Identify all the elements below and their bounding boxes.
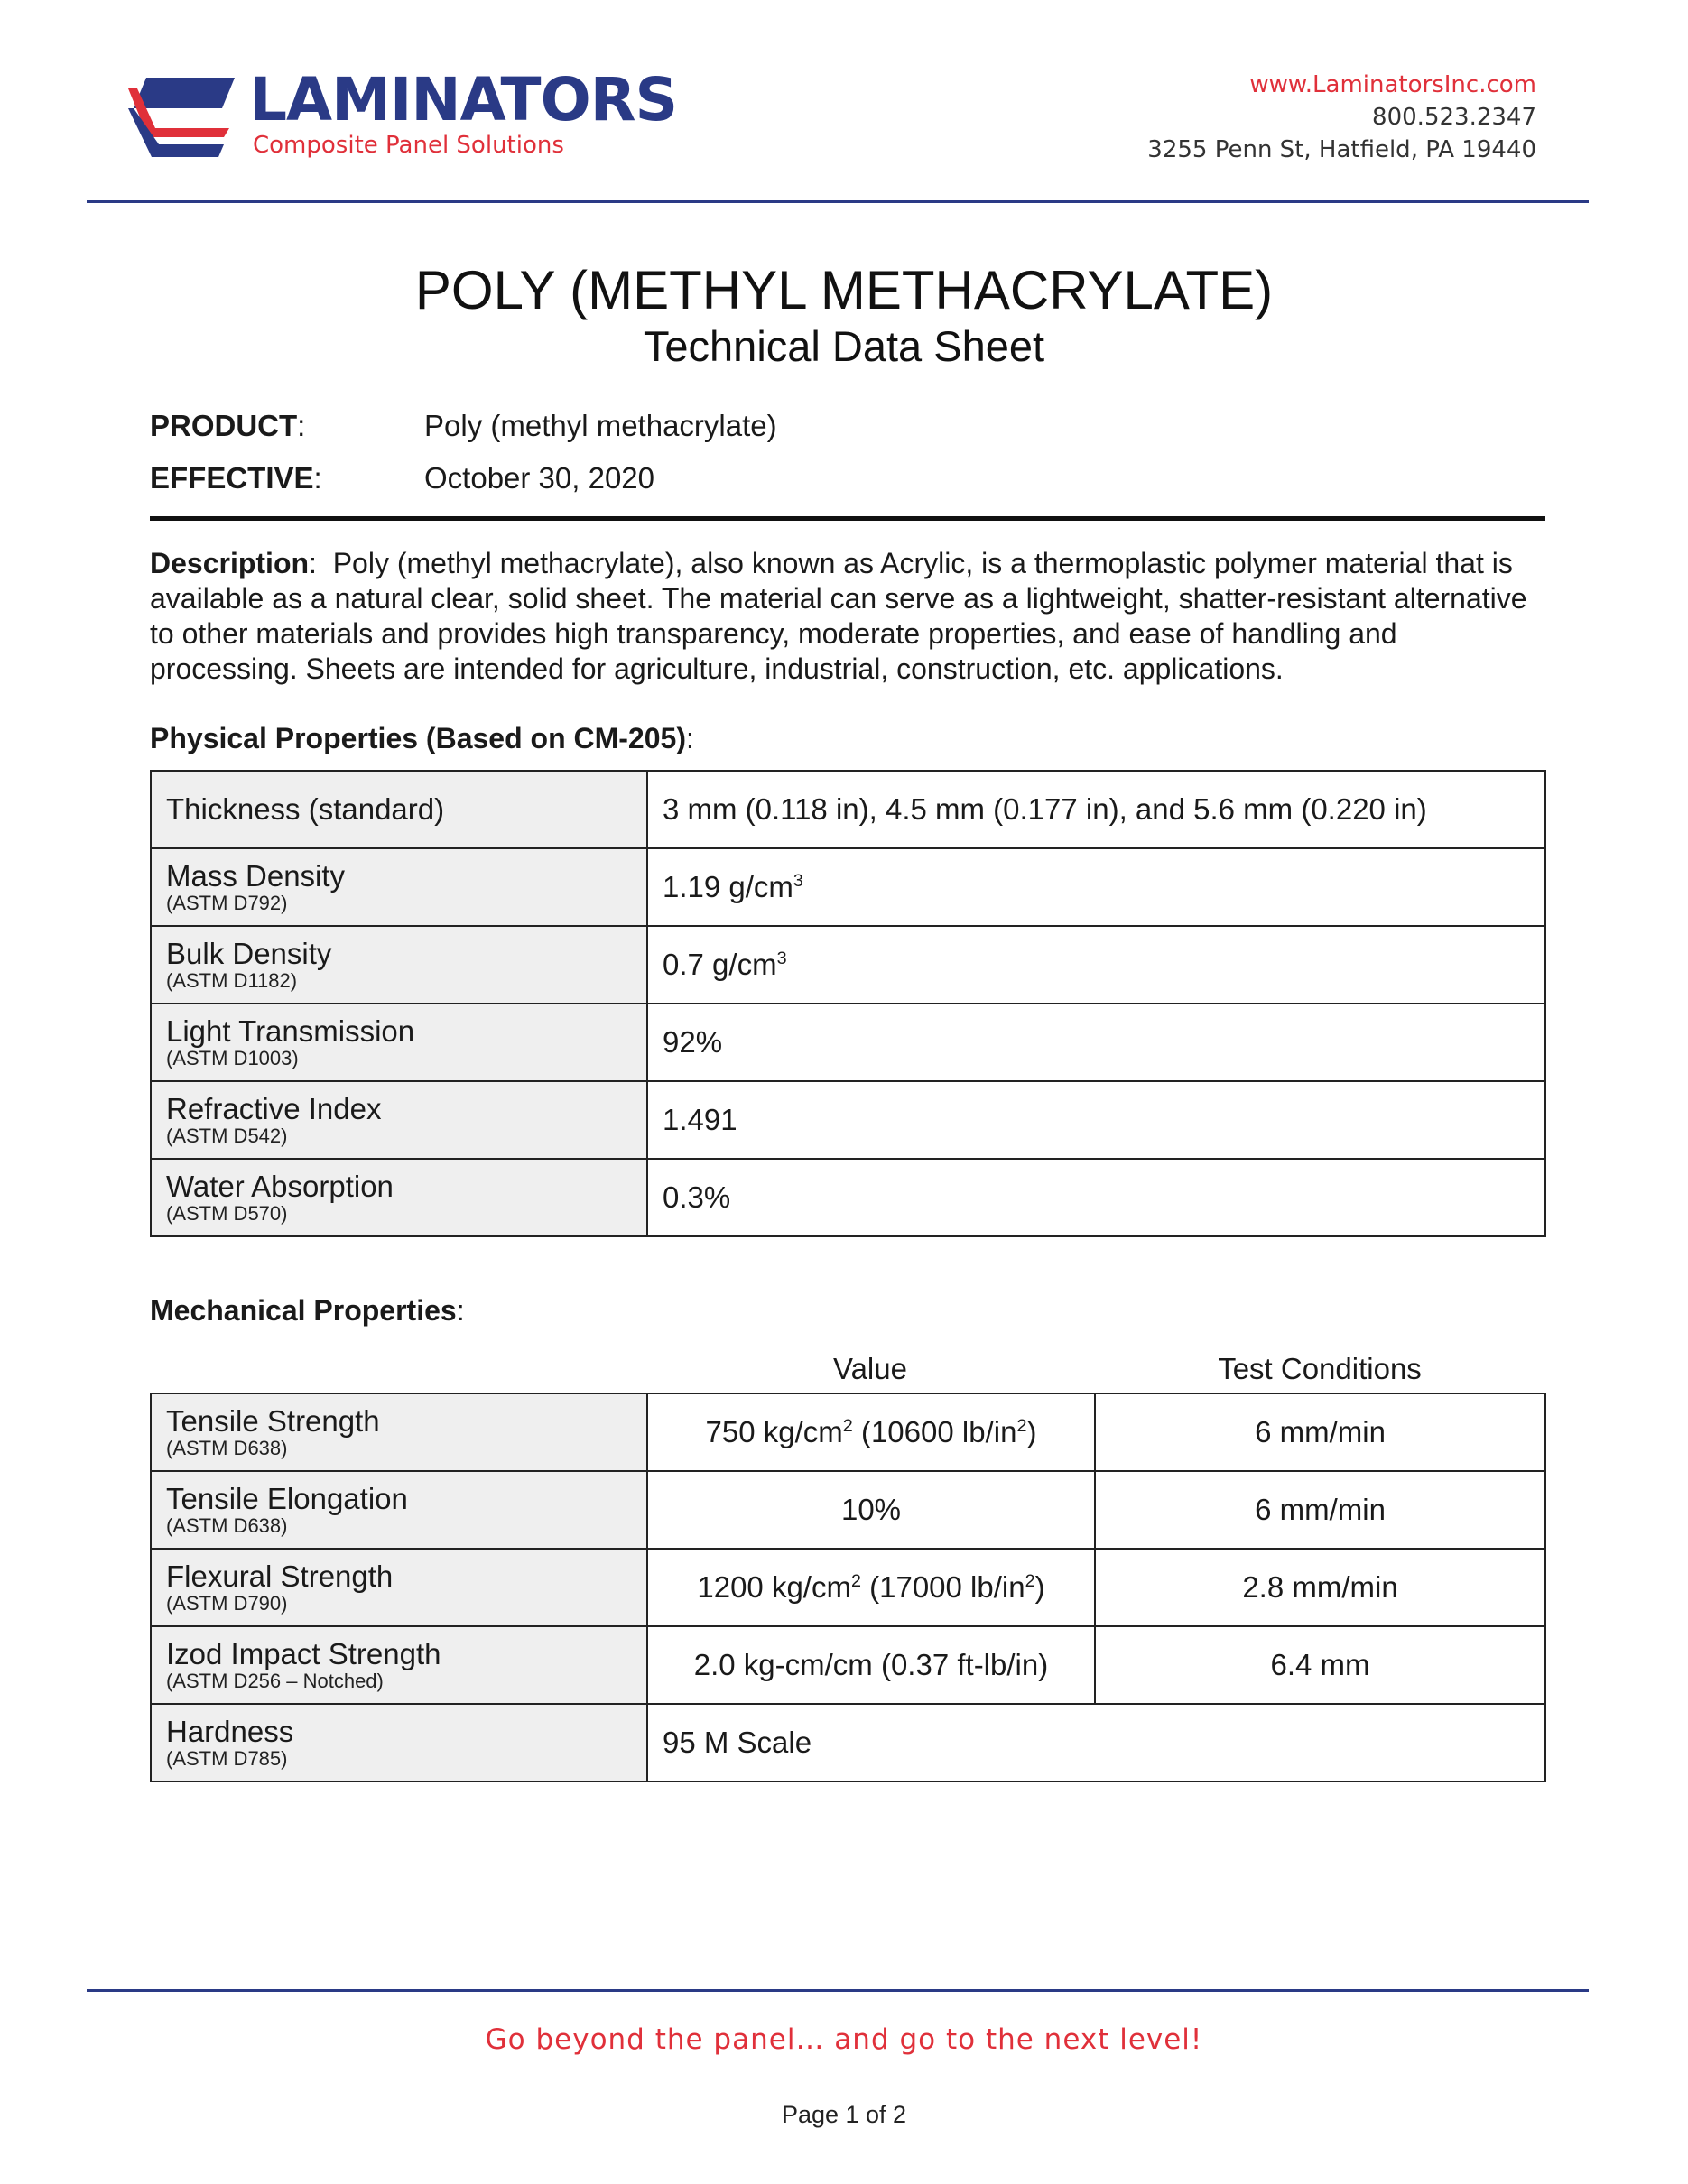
test-standard: (ASTM D1003) [166, 1047, 299, 1069]
description-text: Poly (methyl methacrylate), also known as Acrylic, is a thermoplastic polymer material that is available as a natural clear, solid sheet. The material can serve as a lightweight, shatter-resistant alternative to other materials and provides high transparency, moderate properties, and ease of handling and processing. Sheets are intended for agriculture, industrial, construction, etc. applications. [150, 547, 1527, 685]
property-name-cell [151, 848, 647, 926]
property-name: Bulk Density [166, 937, 332, 970]
mechanical-value-cell [647, 1626, 1095, 1704]
phone-number: 800.523.2347 [1372, 104, 1536, 131]
unit-exponent: 3 [793, 871, 803, 891]
property-value-cell [647, 848, 1545, 926]
test-standard: (ASTM D256 – Notched) [166, 1670, 384, 1692]
description-label: Description [150, 547, 310, 579]
mechanical-properties-table [150, 1393, 1546, 1782]
value-metric: 1200 kg/cm [697, 1570, 851, 1604]
test-standard: (ASTM D638) [166, 1514, 288, 1537]
property-name-cell [151, 1159, 647, 1236]
property-name: Izod Impact Strength [166, 1637, 441, 1670]
property-name: Hardness [166, 1715, 294, 1748]
table-row [151, 1081, 1545, 1159]
property-value-cell [647, 1004, 1545, 1081]
unit-exponent: 2 [1025, 1571, 1035, 1591]
mechanical-value: 10% [840, 1493, 902, 1526]
table-row [151, 1704, 1545, 1781]
value-metric: 750 kg/cm [705, 1415, 843, 1448]
test-standard: (ASTM D792) [166, 892, 288, 914]
footer-slogan: Go beyond the panel… and go to the next level! [485, 2023, 1203, 2056]
test-condition-cell [1095, 1471, 1545, 1549]
property-value: 0.3% [663, 1180, 731, 1214]
test-standard: (ASTM D790) [166, 1592, 288, 1615]
unit-exponent: 2 [842, 1416, 853, 1436]
property-name: Water Absorption [166, 1170, 394, 1203]
property-value-cell [647, 926, 1545, 1004]
unit-exponent: 2 [1016, 1416, 1027, 1436]
physical-properties-table [150, 770, 1546, 1237]
mechanical-value-cell [647, 1704, 1545, 1781]
header-divider [87, 200, 1589, 203]
property-value: 0.7 g/cm [663, 948, 777, 981]
value-imperial: (17000 lb/in [860, 1570, 1025, 1604]
test-condition-cell [1095, 1549, 1545, 1626]
col-header-value: Value [833, 1352, 907, 1385]
property-name-cell [151, 1626, 647, 1704]
table-row [151, 926, 1545, 1004]
test-condition: 6.4 mm [1270, 1648, 1370, 1681]
description-paragraph: Description: Poly (methyl methacrylate), also known as Acrylic, is a thermoplastic polymer material that is available as a natural clear, solid sheet. The material can serve as a lightweight, shatter-resistant alternative to other materials and provides high transparency, moderate properties, and ease of handling and processing. Sheets are intended for agriculture, industrial, construction, etc. applications. [150, 547, 1527, 685]
table-row [151, 1159, 1545, 1236]
property-name-cell [151, 1549, 647, 1626]
unit-exponent: 2 [850, 1571, 861, 1591]
table-row [151, 1471, 1545, 1549]
test-standard: (ASTM D1182) [166, 969, 298, 992]
table-row [151, 1004, 1545, 1081]
address: 3255 Penn St, Hatfield, PA 19440 [1147, 136, 1536, 163]
mechanical-value-cell [647, 1471, 1095, 1549]
test-standard: (ASTM D542) [166, 1124, 288, 1147]
property-name-cell [151, 1081, 647, 1159]
mechanical-value: 95 M Scale [663, 1726, 812, 1759]
property-name: Flexural Strength [166, 1559, 394, 1593]
property-name: Thickness (standard) [166, 792, 445, 826]
contact-block [1147, 69, 1536, 166]
property-name-cell [151, 771, 647, 848]
property-name: Tensile Strength [166, 1404, 380, 1438]
table-row [151, 1393, 1545, 1471]
table-row [151, 1626, 1545, 1704]
meta-divider [150, 516, 1545, 521]
table-row [151, 771, 1545, 848]
value-close-paren: ) [1034, 1570, 1045, 1604]
footer-divider [87, 1989, 1589, 1992]
website-link[interactable]: www.LaminatorsInc.com [1249, 71, 1536, 98]
test-condition-cell [1095, 1626, 1545, 1704]
physical-heading: Physical Properties (Based on CM-205): [150, 722, 694, 754]
mechanical-value-cell [647, 1393, 1095, 1471]
test-condition: 2.8 mm/min [1242, 1570, 1398, 1604]
property-name: Light Transmission [166, 1014, 415, 1048]
document-title: POLY (METHYL METHACRYLATE) [414, 260, 1274, 320]
value-close-paren: ) [1026, 1415, 1037, 1448]
unit-exponent: 3 [776, 949, 787, 968]
laminators-logo-icon [128, 78, 235, 157]
property-name-cell [151, 1393, 647, 1471]
logo-tagline: Composite Panel Solutions [253, 132, 564, 159]
value-imperial: (10600 lb/in [852, 1415, 1017, 1448]
table-row [151, 848, 1545, 926]
property-name: Mass Density [166, 859, 346, 893]
mechanical-value-cell [647, 1549, 1095, 1626]
test-standard: (ASTM D785) [166, 1747, 288, 1770]
property-value: 1.19 g/cm [663, 870, 793, 903]
property-name-cell [151, 926, 647, 1004]
test-condition: 6 mm/min [1255, 1415, 1386, 1448]
mechanical-heading: Mechanical Properties: [150, 1294, 465, 1327]
test-condition-cell [1095, 1393, 1545, 1471]
test-standard: (ASTM D570) [166, 1202, 288, 1225]
property-name: Refractive Index [166, 1092, 382, 1125]
document-subtitle: Technical Data Sheet [643, 322, 1045, 370]
page-number: Page 1 of 2 [781, 2101, 907, 2128]
mechanical-value: 2.0 kg-cm/cm (0.37 ft-lb/in) [693, 1648, 1049, 1681]
logo-wordmark: LAMINATORS [249, 65, 678, 134]
effective-value: October 30, 2020 [424, 461, 655, 495]
property-value-cell [647, 1159, 1545, 1236]
table-row [151, 1549, 1545, 1626]
col-header-test-conditions: Test Conditions [1218, 1352, 1422, 1385]
property-value: 1.491 [663, 1103, 737, 1136]
property-name-cell [151, 1471, 647, 1549]
property-name-cell [151, 1004, 647, 1081]
product-label: PRODUCT: [150, 409, 306, 442]
property-value: 3 mm (0.118 in), 4.5 mm (0.177 in), and 5.6 mm (0.220 in) [663, 792, 1427, 826]
product-value: Poly (methyl methacrylate) [424, 409, 777, 442]
test-standard: (ASTM D638) [166, 1437, 288, 1459]
property-name: Tensile Elongation [166, 1482, 408, 1515]
effective-label: EFFECTIVE: [150, 461, 322, 495]
property-value-cell [647, 771, 1545, 848]
test-condition: 6 mm/min [1255, 1493, 1386, 1526]
property-value: 92% [663, 1025, 723, 1059]
property-name-cell [151, 1704, 647, 1781]
property-value-cell [647, 1081, 1545, 1159]
